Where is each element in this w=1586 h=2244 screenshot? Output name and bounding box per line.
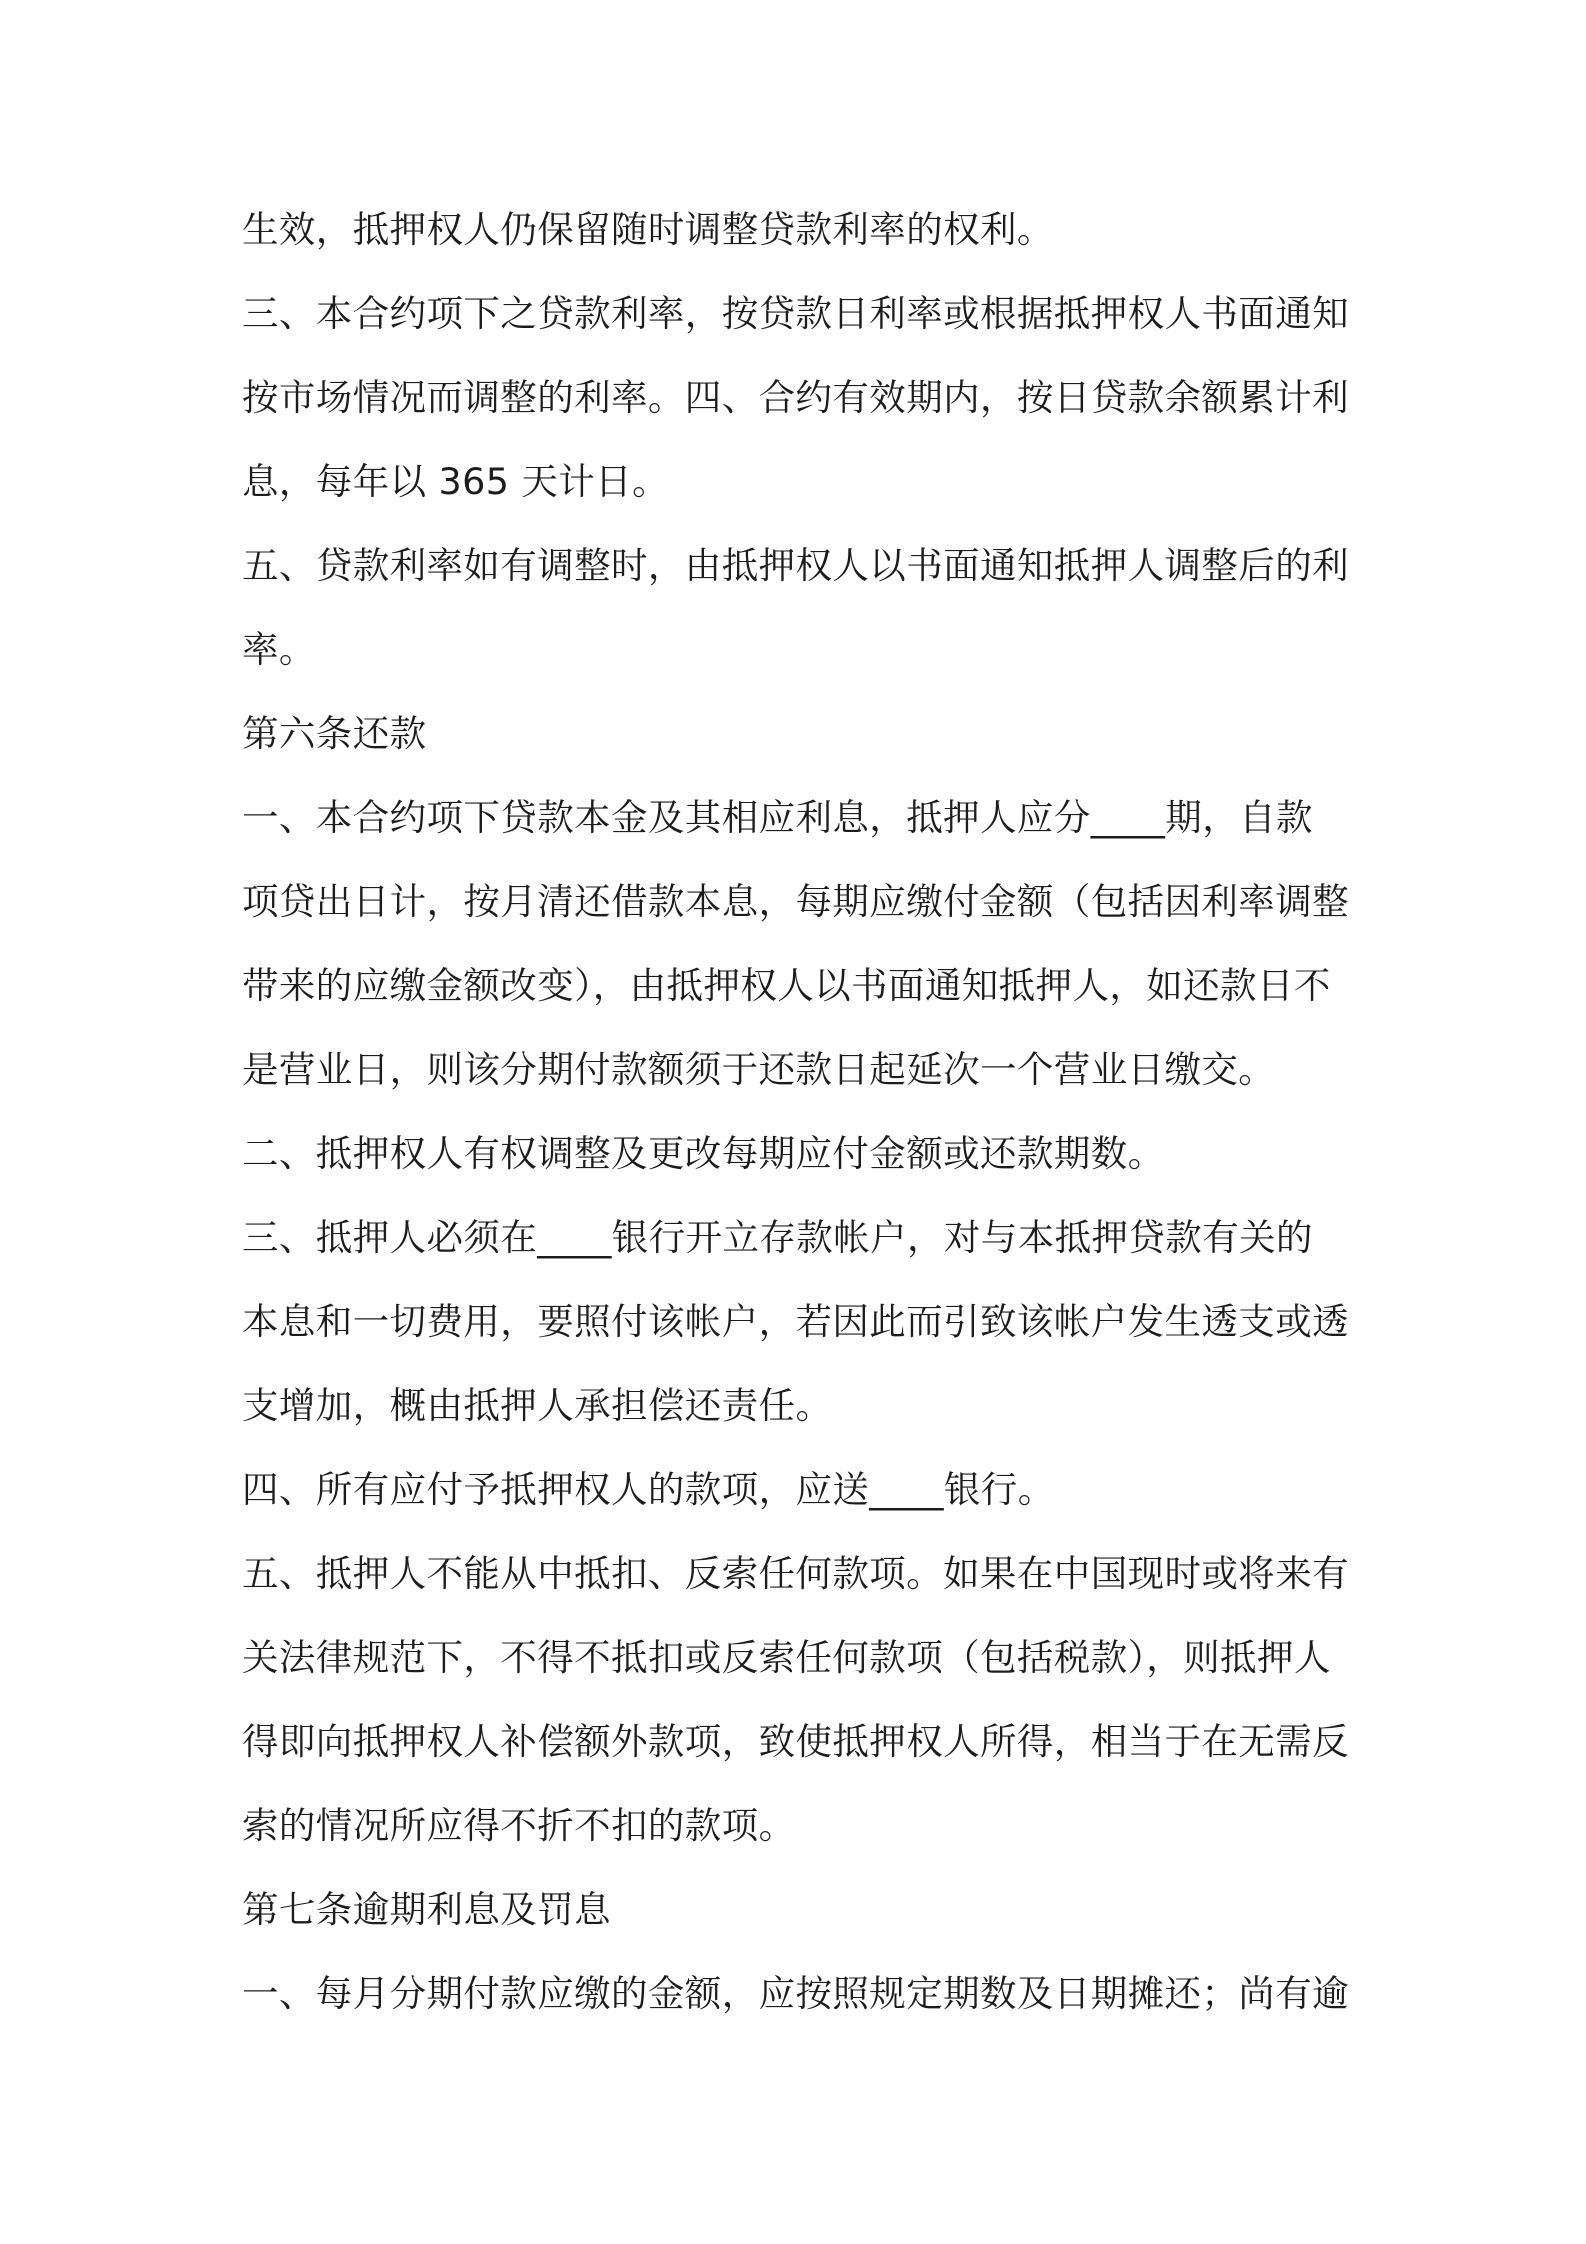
text-line: 息，每年以 365 天计日。: [242, 460, 669, 503]
text-line: 本息和一切费用，要照付该帐户，若因此而引致该帐户发生透支或透: [242, 1300, 1349, 1343]
section-heading: 第七条逾期利息及罚息: [242, 1888, 611, 1931]
text-line: 支增加，概由抵押人承担偿还责任。: [242, 1384, 833, 1427]
text-line: 三、抵押人必须在____银行开立存款帐户，对与本抵押贷款有关的: [242, 1216, 1313, 1259]
text-line: 五、抵押人不能从中抵扣、反索任何款项。如果在中国现时或将来有: [242, 1552, 1349, 1595]
text-line: 五、贷款利率如有调整时，由抵押权人以书面通知抵押人调整后的利: [242, 544, 1349, 587]
text-line: 一、每月分期付款应缴的金额，应按照规定期数及日期摊还；尚有逾: [242, 1972, 1349, 2015]
text-line: 三、本合约项下之贷款利率，按贷款日利率或根据抵押权人书面通知: [242, 292, 1349, 335]
text-line: 四、所有应付予抵押权人的款项，应送____银行。: [242, 1468, 1055, 1511]
text-line: 二、抵押权人有权调整及更改每期应付金额或还款期数。: [242, 1132, 1165, 1175]
text-line: 索的情况所应得不折不扣的款项。: [242, 1804, 796, 1847]
text-line: 关法律规范下，不得不抵扣或反索任何款项（包括税款），则抵押人: [242, 1636, 1331, 1679]
text-line: 按市场情况而调整的利率。四、合约有效期内，按日贷款余额累计利: [242, 376, 1349, 419]
text-line: 得即向抵押权人补偿额外款项，致使抵押权人所得，相当于在无需反: [242, 1720, 1349, 1763]
text-line: 是营业日，则该分期付款额须于还款日起延次一个营业日缴交。: [242, 1048, 1276, 1091]
text-line: 项贷出日计，按月清还借款本息，每期应缴付金额（包括因利率调整: [242, 880, 1349, 923]
text-line: 率。: [242, 628, 316, 671]
section-heading: 第六条还款: [242, 712, 427, 755]
text-line: 生效，抵押权人仍保留随时调整贷款利率的权利。: [242, 208, 1054, 251]
text-line: 带来的应缴金额改变），由抵押权人以书面通知抵押人，如还款日不: [242, 964, 1331, 1007]
text-line: 一、本合约项下贷款本金及其相应利息，抵押人应分____期，自款: [242, 796, 1313, 839]
